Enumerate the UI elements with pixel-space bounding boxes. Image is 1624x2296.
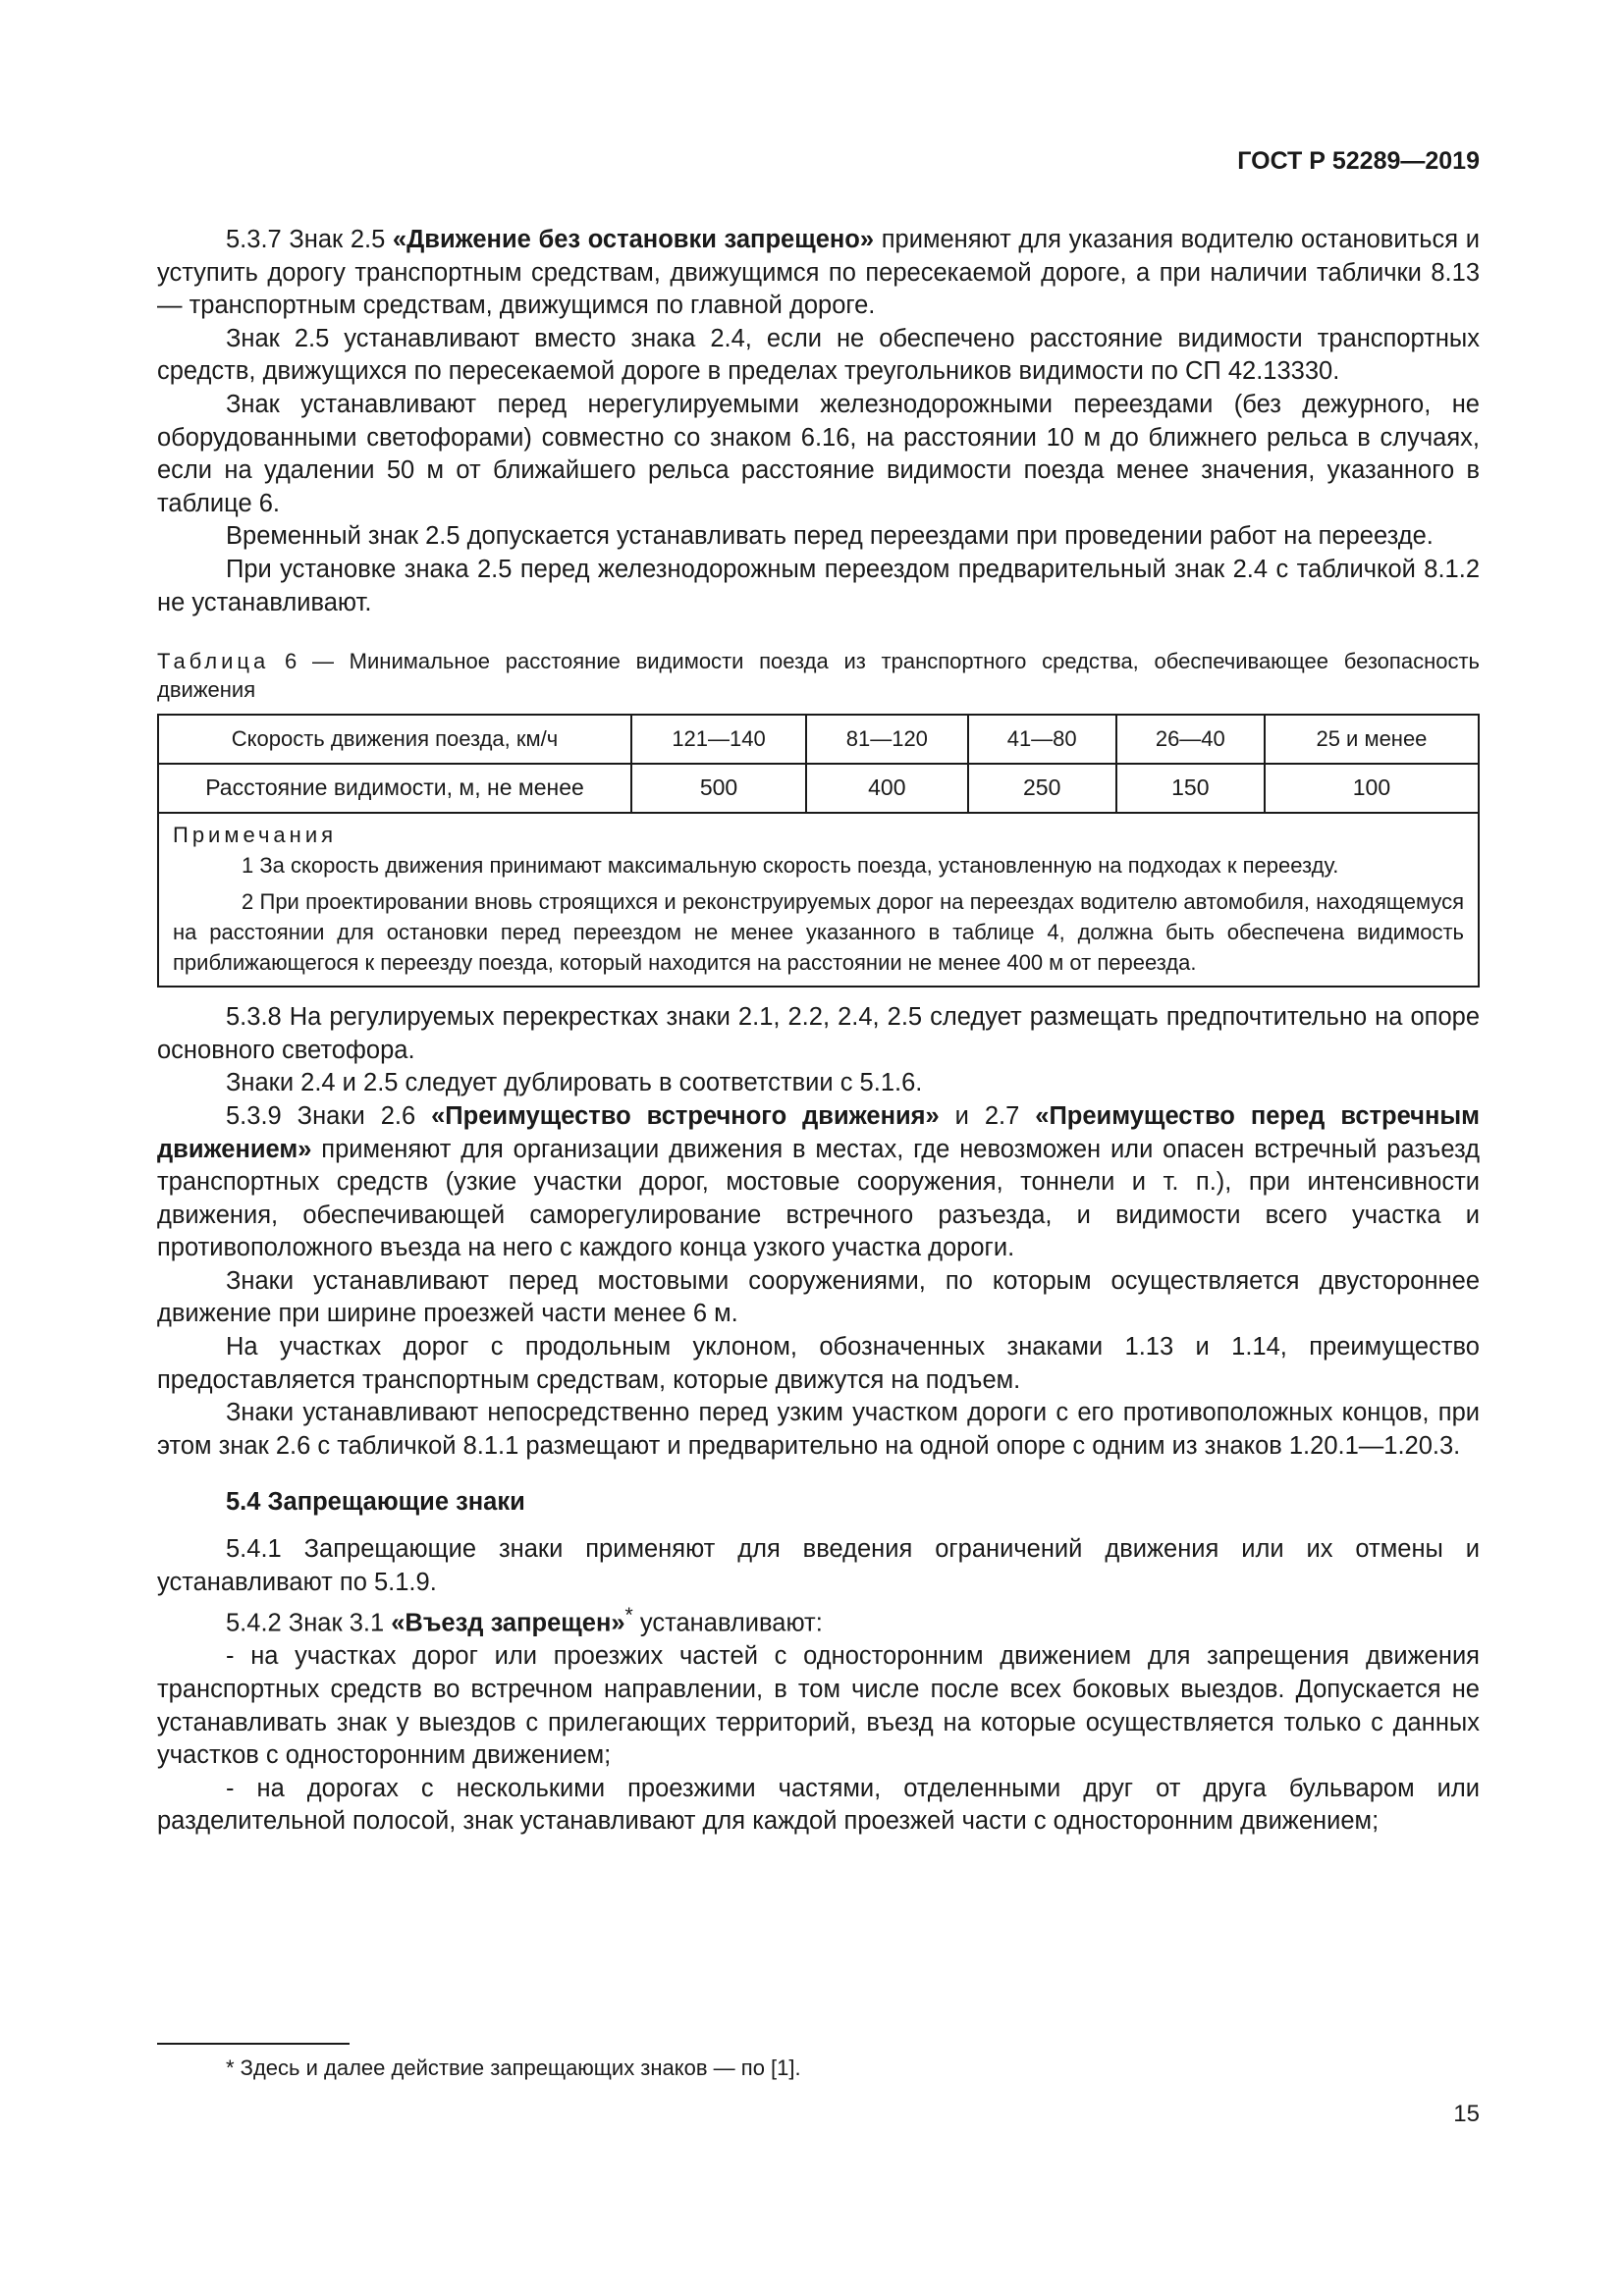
table-notes-row (158, 813, 1479, 987)
table-header-cell: 25 и менее (1265, 715, 1479, 764)
paragraph: Знаки устанавливают непосредственно перед узким участком дороги с его противоположных концов, при этом знак 2.6 с табличкой 8.1.1 размещают и предварительно на одной опоре с одним из знаков 1.20.1—1.20.3. (157, 1399, 1480, 1460)
paragraph: Знак устанавливают перед нерегулируемыми железнодорожными переездами (без дежурного, не оборудованными светофорами) совместно со знаком 6.16, на расстоянии 10 м до ближнего рельса в случаях, если на удалении 50 м от ближайшего рельса расстояние видимости поезда менее значения, указанного в таблице 6. (157, 390, 1480, 517)
paragraph: На участках дорог с продольным уклоном, обозначенных знаками 1.13 и 1.14, преимущество предоставляется транспортным средствам, которые движутся на подъем. (157, 1333, 1480, 1394)
paragraph: Временный знак 2.5 допускается устанавливать перед переездами при проведении работ на переезде. (226, 522, 1434, 551)
table-cell: 400 (806, 764, 968, 813)
paragraph: Знаки устанавливают перед мостовыми сооружениями, по которым осуществляется двустороннее движение при ширине проезжей части менее 6 м. (157, 1266, 1480, 1328)
footnote: * Здесь и далее действие запрещающих знаков — по [1]. (226, 2056, 801, 2080)
paragraph: При установке знака 2.5 перед железнодорожным переездом предварительный знак 2.4 с табличкой 8.1.2 не устанавливают. (157, 555, 1480, 616)
footnote-marker: * (624, 1603, 633, 1628)
paragraph-5-3-8: 5.3.8 На регулируемых перекрестках знаки 2.1, 2.2, 2.4, 2.5 следует размещать предпочтительно на опоре основного светофора. (157, 1003, 1480, 1064)
paragraph-5-4-1: 5.4.1 Запрещающие знаки применяют для введения ограничений движения или их отмены и устанавливают по 5.1.9. (157, 1535, 1480, 1596)
paragraph: Знаки 2.4 и 2.5 следует дублировать в соответствии с 5.1.6. (226, 1069, 923, 1097)
list-item: - на участках дорог или проезжих частей с односторонним движением для запрещения движения транспортных средств во встречном направлении, в том числе после всех боковых выездов. Допускается не устанавливать знак у выездов с прилегающих территорий, въезд на которые осуществляется только с данных участков с односторонним движением; (157, 1642, 1480, 1770)
paragraph-5-3-7: 5.3.7 Знак 2.5 «Движение без остановки запрещено» применяют для указания водителю остановиться и уступить дорогу транспортным средствам, движущимся по пересекаемой дороге, а при наличии таблички 8.13 — транспортным средствам, движущимся по главной дороге. (157, 226, 1480, 320)
table-header-cell: 121—140 (631, 715, 806, 764)
table-cell: 150 (1116, 764, 1265, 813)
table-cell: 250 (968, 764, 1116, 813)
table-notes (158, 813, 1479, 987)
table-header-cell: 26—40 (1116, 715, 1265, 764)
table-row (158, 764, 1479, 813)
table-cell: 100 (1265, 764, 1479, 813)
table-header-cell: Скорость движения поезда, км/ч (158, 715, 631, 764)
visibility-table (157, 714, 1480, 988)
note-1: 1 За скорость движения принимают максимальную скорость поезда, установленную на подходах к переезду. (242, 853, 1339, 879)
table-cell: Расстояние видимости, м, не менее (158, 764, 631, 813)
paragraph-5-3-9: 5.3.9 Знаки 2.6 «Преимущество встречного движения» и 2.7 «Преимущество перед встречным движением» применяют для организации движения в местах, где невозможен или опасен встречный разъезд транспортных средств (узкие участки дорог, мостовые сооружения, тоннели и т. п.), при интенсивности движения, обеспечивающей саморегулирование встречного разъезда, и видимости всего участка и противоположного въезда на него с каждого конца узкого участка дороги. (157, 1101, 1481, 1262)
footnote-divider (157, 2043, 350, 2045)
list-item: - на дорогах с несколькими проезжими частями, отделенными друг от друга бульваром или разделительной полосой, знак устанавливают для каждой проезжей части с односторонним движением; (157, 1774, 1480, 1836)
document-id: ГОСТ Р 52289—2019 (1237, 147, 1480, 175)
paragraph: Знак 2.5 устанавливают вместо знака 2.4, если не обеспечено расстояние видимости транспортных средств, движущихся по пересекаемой дороге в пределах треугольников видимости по СП 42.13330. (157, 324, 1480, 386)
page-number: 15 (1453, 2101, 1480, 2127)
table-header-cell: 41—80 (968, 715, 1116, 764)
section-title: 5.4 Запрещающие знаки (226, 1488, 525, 1517)
page-body (157, 224, 1480, 1839)
note-2: 2 При проектировании вновь строящихся и реконструируемых дорог на переездах водителю автомобиля, находящемуся на расстоянии для остановки перед переездом не менее указанного в таблице 4, должна быть обеспечена видимость приближающегося к переезду поезда, который находится на расстоянии не менее 400 м от переезда. (173, 889, 1464, 976)
table-cell: 500 (631, 764, 806, 813)
table-header-cell: 81—120 (806, 715, 968, 764)
table-caption: Таблица 6 — Минимальное расстояние видимости поезда из транспортного средства, обеспечивающее безопасность движения (157, 649, 1480, 703)
notes-title: Примечания (173, 823, 338, 848)
table-header-row (158, 715, 1479, 764)
paragraph-5-4-2: 5.4.2 Знак 3.1 «Въезд запрещен»* устанавливают: (226, 1603, 823, 1637)
